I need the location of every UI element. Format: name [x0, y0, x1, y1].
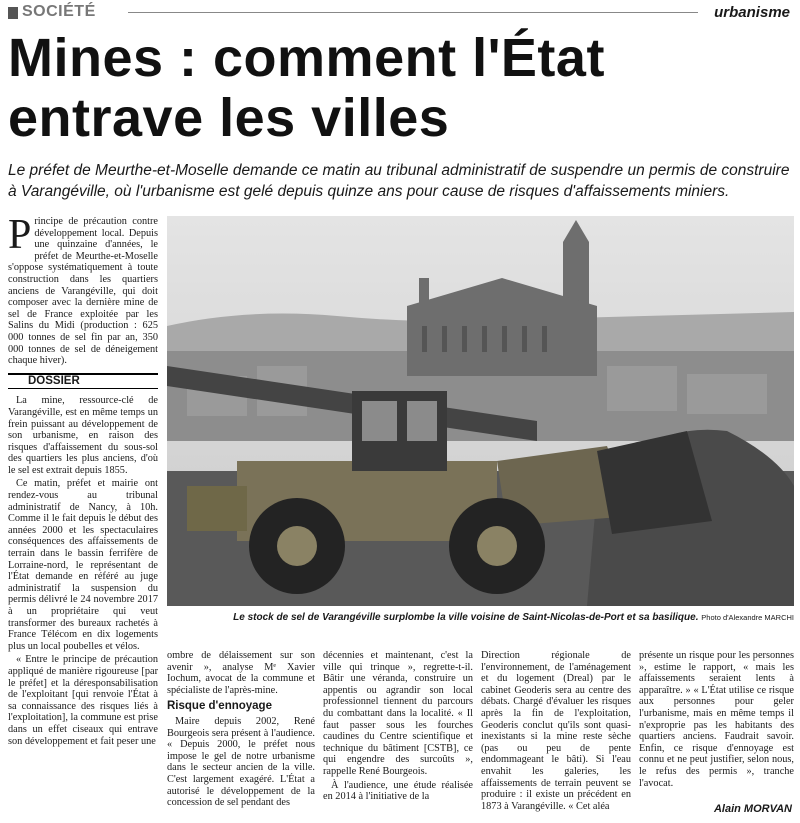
section-marker	[8, 7, 18, 19]
subhead-risque: Risque d'ennoyage	[167, 700, 272, 713]
column-2	[323, 650, 473, 805]
dossier-label: DOSSIER	[8, 373, 158, 390]
body-paragraph: Maire depuis 2002, René Bourgeois sera présent à l'audience. « Depuis 2000, le préfet nous impose le gel de notre urbanisme dans le secteur ancien de la ville. C'est largement exagéré. L'État a autorisé le développement de la concession de sel pendant des	[167, 715, 315, 809]
photo-caption	[167, 611, 794, 624]
lead-paragraph: Principe de précaution contre développement local. Depuis une quinzaine d'années, le préfet de Meurthe-et-Moselle s'oppose systématiquement à toute construction dans les quartiers anciens de Varangéville, qui doit composer avec la dernière mine de sel de France exploitée par les Salins du Midi (production : 625 000 tonnes de sel fin par an, 350 000 tonnes de sel de déneigement chaque hiver).	[8, 212, 158, 367]
headline	[8, 28, 794, 148]
body-paragraph: décennies et maintenant, c'est la ville qui trinque », regrette-t-il. Bâtir une véranda, construire un appentis ou agrandir son local professionnel tiennent du parcours du combattant dans la localité. « Il faut passer sous les fourches caudines du Centre scientifique et technique du bâtiment [CSTB], ce qui engendre des surcoûts », rappelle René Bourgeois.	[323, 650, 473, 777]
headline-line-1: Mines : comment l'État	[8, 28, 605, 88]
body-paragraph: Ce matin, préfet et mairie ont rendez-vous au tribunal administratif de Nancy, à 10h. Comme il le fait depuis le début des années 2000 et les spectaculaires conséquences des affaissements de terrain dans le bassin ferrifère de Lorraine-nord, le représentant de l'État demande en référé au juge administratif la suspension du permis délivré le 24 novembre 2017 à un propriétaire qui veut transformer des bureaux rachetés à France Télécom en dix logements plus un local poubelles et vélos.	[8, 478, 158, 652]
article-photo	[167, 216, 794, 606]
section-rule	[128, 12, 698, 13]
body-paragraph: ombre de délaissement sur son avenir », analyse Mᵉ Xavier Iochum, avocat de la commune et spécialiste de l'après-mine.	[167, 650, 315, 696]
dropcap: P	[8, 212, 32, 258]
left-column	[8, 212, 158, 749]
body-paragraph: Direction régionale de l'environnement, de l'aménagement et du logement (Dreal) par le cabinet Geoderis sera au centre des débats. Chargé d'évaluer les risques après la fin de l'exploitation, Geoderis conclut qu'ils sont quasi-inexistants si la mine reste sèche (pas ou peu de pente endommageant le bâti). Si l'eau envahit les galeries, les affaissements de terrain peuvent se produire : il existe un précédent en 1873 à Varangéville. « Cet aléa	[481, 650, 631, 812]
caption-text: Le stock de sel de Varangéville surplombe la ville voisine de Saint-Nicolas-de-Port et sa basilique.	[233, 612, 699, 623]
photo-credit: Photo d'Alexandre MARCHI	[701, 613, 794, 622]
loader-salt-pile-image	[167, 216, 794, 606]
byline: Alain MORVAN	[713, 803, 792, 815]
standfirst: Le préfet de Meurthe-et-Moselle demande ce matin au tribunal administratif de suspendre un permis de construire à Varangéville, où l'urbanisme est gelé depuis quinze ans pour cause de risques d'affaissements miniers.	[8, 162, 790, 200]
body-paragraph: La mine, ressource-clé de Varangéville, est en même temps un frein puissant au développement de son urbanisme, en raison des risques d'affaissement du sous-sol des quartiers les plus anciens, d'où le sel est extrait depuis 1855.	[8, 395, 158, 476]
body-paragraph: « Entre le principe de précaution appliqué de manière rigoureuse [par le préfet] et la déresponsabilisation de l'exploitant [qui renvoie l'État à sa connaissance des risques liés à l'exploitation], la commune est prise dans un effet ciseaux qui entrave son développement et fait peser une	[8, 654, 158, 747]
section-topic: urbanisme	[714, 4, 790, 21]
column-4	[639, 650, 794, 791]
body-paragraph: présente un risque pour les personnes », estime le rapport, « mais les affaissements seraient lents à apparaître. » « L'État utilise ce risque aux personnes pour geler l'urbanisme, mais en même temps il n'exproprie pas les habitants des quartiers anciens. Faudrait savoir. Enfin, ce risque d'ennoyage est connu et ne peut justifier, selon nous, le refus des permis », tranche l'avocat.	[639, 650, 794, 789]
headline-line-2: entrave les villes	[8, 88, 450, 148]
body-paragraph: À l'audience, une étude réalisée en 2014 à l'initiative de la	[323, 779, 473, 803]
section-header	[8, 3, 794, 21]
section-label: SOCIÉTÉ	[22, 3, 96, 20]
column-3	[481, 650, 631, 814]
column-1	[167, 650, 315, 811]
